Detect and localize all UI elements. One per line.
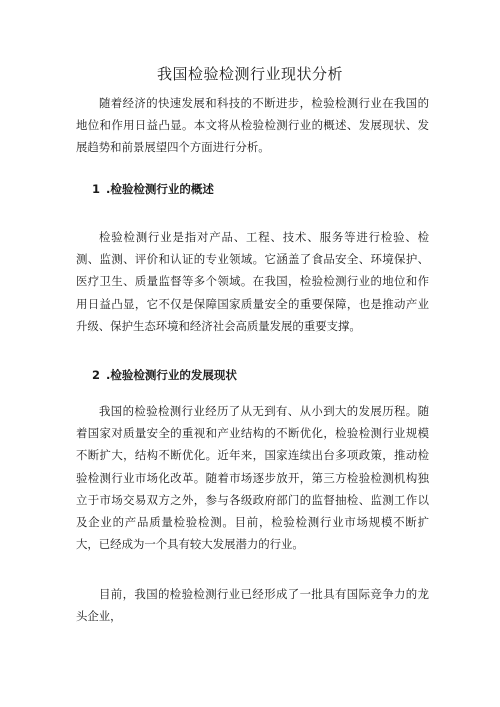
- section-2-heading: [92, 366, 237, 384]
- section-1-heading: [92, 180, 214, 198]
- section-2-paragraph-2: 目前，我国的检验检测行业已经形成了一批具有国际竞争力的龙头企业，: [76, 587, 429, 624]
- section-1-number: 1: [92, 182, 101, 196]
- section-2-paragraph-1: 我国的检验检测行业经历了从无到有、从小到大的发展历程。随着国家对质量安全的重视和产业结构的不断优化，检验检测行业规模不断扩大，结构不断优化。近年来，国家连续出台多项政策，推动检验检测行业市场化改革。随着市场逐步放开，第三方检验检测机构独立于市场交易双方之外，参与各级政府部门的监督抽检、监测工作以及企业的产品质量检验检测。目前，检验检测行业市场规模不断扩大，已经成为一个具有较大发展潜力的行业。: [76, 404, 429, 552]
- document-title: 我国检验检测行业现状分析: [156, 65, 343, 83]
- intro-paragraph: 随着经济的快速发展和科技的不断进步，检验检测行业在我国的地位和作用日益凸显。本文将从检验检测行业的概述、发展现状、发展趋势和前景展望四个方面进行分析。: [76, 96, 429, 155]
- section-2-title: .检验检测行业的发展现状: [106, 368, 237, 382]
- section-2-number: 2: [92, 368, 101, 382]
- section-1-paragraph: 检验检测行业是指对产品、工程、技术、服务等进行检验、检测、监测、评价和认证的专业领域。它涵盖了食品安全、环境保护、医疗卫生、质量监督等多个领域。在我国，检验检测行业的地位和作用日益凸显，它不仅是保障国家质量安全的重要保障，也是推动产业升级、保护生态环境和经济社会高质量发展的重要支撑。: [76, 230, 429, 333]
- section-1-title: .检验检测行业的概述: [106, 182, 214, 196]
